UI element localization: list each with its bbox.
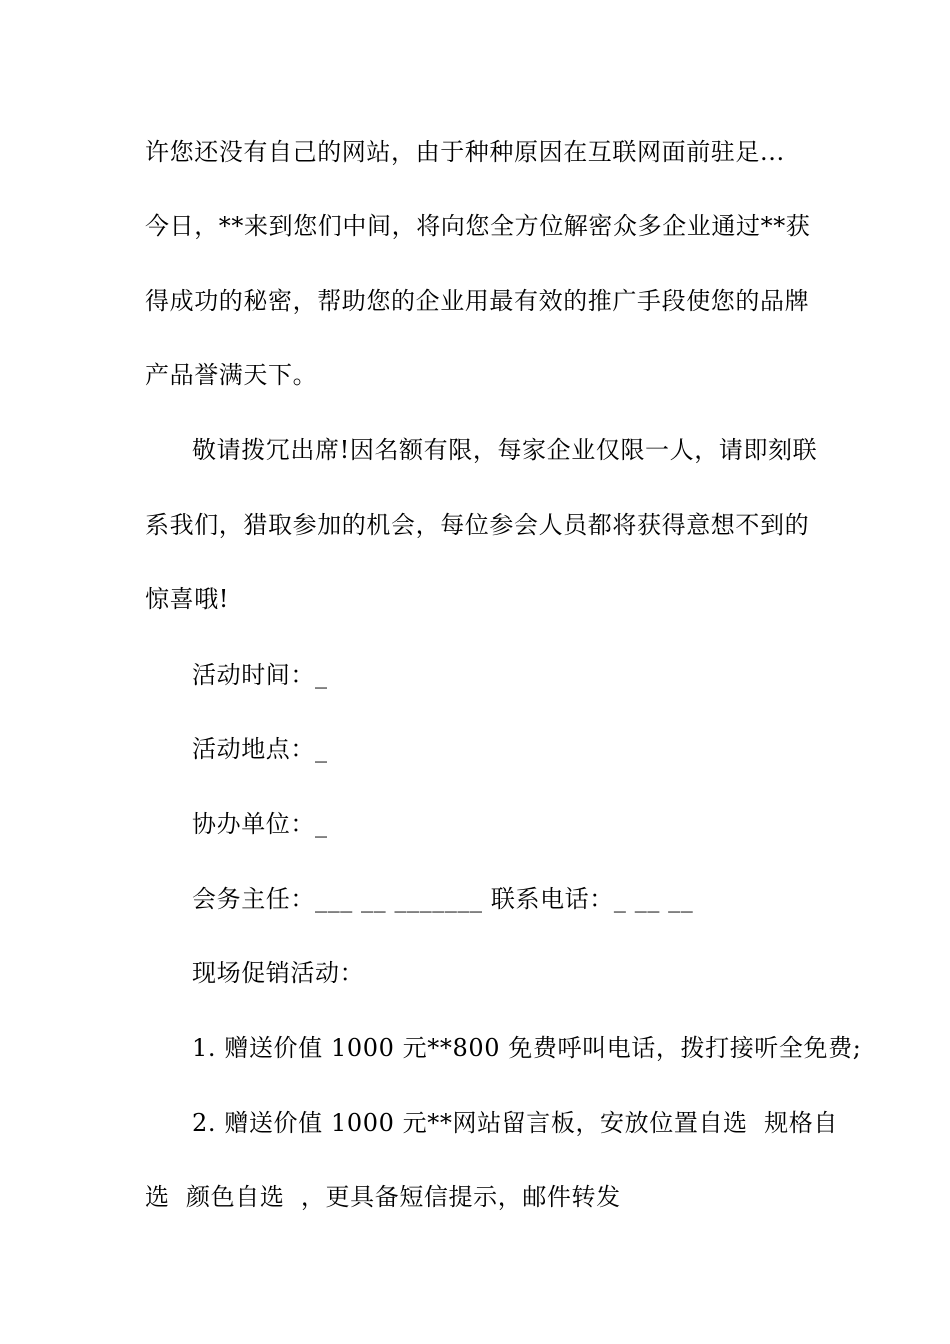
invitation-line-2: 系我们，猎取参加的机会，每位参会人员都将获得意想不到的: [145, 511, 810, 539]
paragraph-line-2: 今日，**来到您们中间，将向您全方位解密众多企业通过**获: [145, 212, 811, 240]
paragraph-line-1: 许您还没有自己的网站，由于种种原因在互联网面前驻足...: [145, 138, 785, 166]
promotion-item-1: 1. 赠送价值 1000 元**800 免费呼叫电话，拨打接听全免费;: [192, 1034, 862, 1062]
paragraph-line-4: 产品誉满天下。: [145, 361, 318, 389]
paragraph-line-3: 得成功的秘密，帮助您的企业用最有效的推广手段使您的品牌: [145, 287, 810, 315]
invitation-line-3: 惊喜哦!: [145, 585, 230, 613]
event-location-field: 活动地点：_: [192, 735, 328, 763]
invitation-line-1: 敬请拨冗出席!因名额有限，每家企业仅限一人，请即刻联: [192, 436, 818, 464]
event-time-field: 活动时间：_: [192, 661, 328, 689]
promotion-item-2: 2. 赠送价值 1000 元**网站留言板，安放位置自选 规格自: [192, 1109, 838, 1137]
promotion-item-2-continued: 选 颜色自选 ，更具备短信提示，邮件转发: [145, 1183, 621, 1211]
promotion-heading: 现场促销活动：: [192, 959, 365, 987]
co-organizer-field: 协办单位：_: [192, 810, 328, 838]
contact-info-field: 会务主任：___ __ _______ 联系电话：_ __ __: [192, 885, 694, 913]
